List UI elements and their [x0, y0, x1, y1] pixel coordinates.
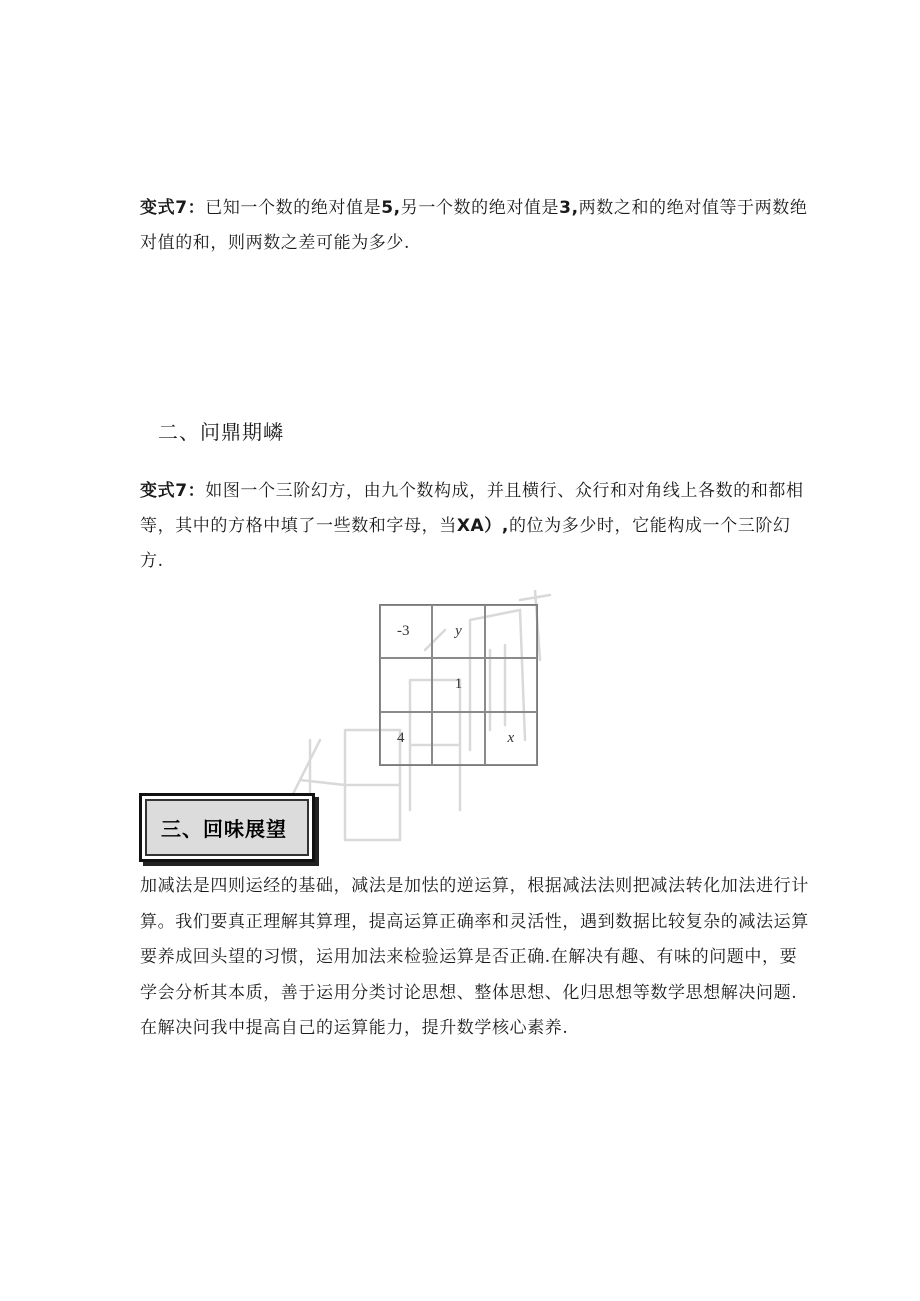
magic-square-cell: [485, 658, 537, 711]
magic-square-cell: [485, 605, 537, 658]
variant-2-line-2: 等，其中的方格中填了一些数和字母，当XA）,的位为多少时，它能构成一个三阶幻: [140, 516, 791, 536]
section-2-heading: 二、问鼎期嶙: [158, 420, 284, 444]
variant-2-label: 变式7：: [140, 481, 206, 501]
variant-2-line-1: 变式7：如图一个三阶幻方，由九个数构成，并且横行、众行和对角线上各数的和都相: [140, 481, 804, 501]
magic-square-cell: 4: [380, 712, 432, 765]
variant-1-line-2: 对值的和，则两数之差可能为多少.: [140, 233, 411, 253]
summary-line: 加减法是四则运经的基础，减法是加怯的逆运算，根据减法法则把减法转化加法进行计: [140, 876, 809, 896]
variant-2-line-3: 方.: [140, 551, 164, 571]
section-3-heading: 三、回味展望: [145, 799, 309, 856]
magic-square-cell: y: [432, 605, 484, 658]
variant-1-label: 变式7：: [140, 198, 206, 218]
summary-paragraph: [140, 869, 809, 1047]
summary-line: 学会分析其本质，善于运用分类讨论思想、整体思想、化归思想等数学思想解决问题.: [140, 982, 798, 1003]
magic-square-cell: 1: [432, 658, 484, 711]
magic-square-grid: [379, 604, 538, 766]
value-five: 5,: [381, 198, 401, 218]
summary-line: 要养成回头望的习惯，运用加法来检验运算是否正确.在解决有趣、有味的问题中，要: [140, 947, 798, 967]
magic-square-cell: -3: [380, 605, 432, 658]
summary-line: 在解决问我中提高自己的运算能力，提升数学核心素养.: [140, 1018, 569, 1038]
summary-line: 算。我们要真正理解其算理，提高运算正确率和灵活性，遇到数据比较复杂的减法运算: [140, 911, 809, 932]
variant-question-2: [140, 474, 804, 579]
variant-question-1: [140, 191, 808, 261]
variant-1-line-1: 变式7：已知一个数的绝对值是5,另一个数的绝对值是3,两数之和的绝对值等于两数绝: [140, 198, 808, 218]
magic-square-cell: [432, 712, 484, 765]
section-3-banner: [139, 793, 315, 862]
value-three: 3,: [559, 198, 579, 218]
variable-highlight: XA）,: [456, 516, 509, 536]
magic-square-cell: [380, 658, 432, 711]
magic-square-cell: x: [485, 712, 537, 765]
